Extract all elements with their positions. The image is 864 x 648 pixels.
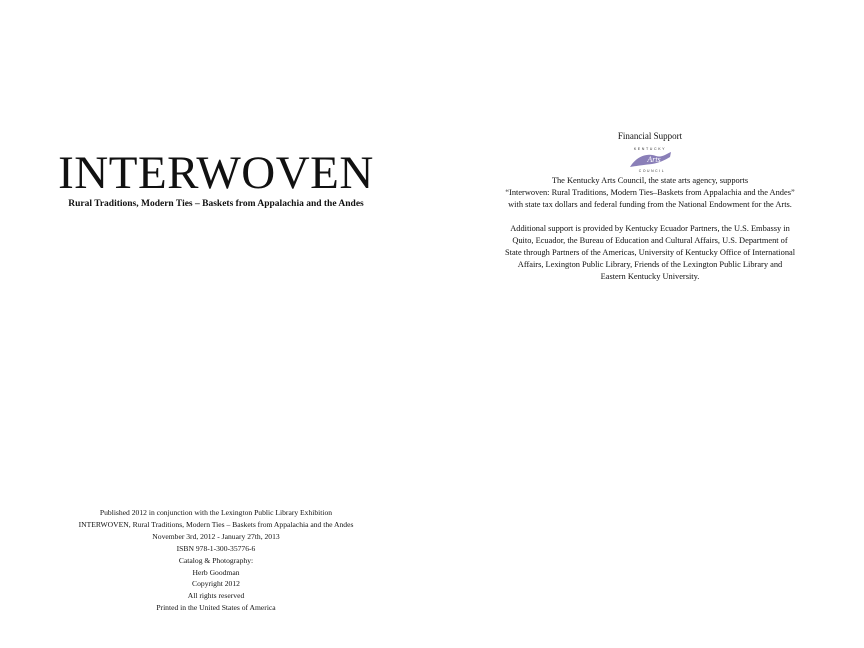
paragraph-line: with state tax dollars and federal funding from the National Endowment for the Arts. bbox=[508, 200, 792, 210]
support-paragraph-additional bbox=[470, 223, 830, 284]
logo-bottom-text: COUNCIL bbox=[638, 169, 666, 173]
paragraph-line: State through Partners of the Americas, University of Kentucky Office of International bbox=[504, 248, 796, 258]
colophon-line: Published 2012 in conjunction with the Lexington Public Library Exhibition bbox=[99, 508, 333, 517]
logo-top-text: KENTUCKY bbox=[633, 147, 667, 151]
colophon-line: November 3rd, 2012 - January 27th, 2013 bbox=[152, 531, 280, 541]
logo-center-text: Arts bbox=[647, 155, 661, 164]
colophon-line: Copyright 2012 bbox=[192, 579, 240, 589]
paragraph-line: Additional support is provided by Kentucky Ecuador Partners, the U.S. Embassy in bbox=[510, 223, 790, 233]
colophon-line: Herb Goodman bbox=[192, 567, 240, 577]
colophon-line: INTERWOVEN, Rural Traditions, Modern Ties – Baskets from Appalachia and the Andes bbox=[78, 519, 354, 529]
paragraph-line: Quito, Ecuador, the Bureau of Education and Cultural Affairs, U.S. Department of bbox=[512, 235, 788, 245]
financial-support-heading: Financial Support bbox=[617, 131, 683, 141]
book-title: INTERWOVEN bbox=[58, 147, 374, 199]
financial-support-section bbox=[470, 131, 830, 284]
colophon-line: All rights reserved bbox=[187, 591, 245, 601]
paragraph-line: “Interwoven: Rural Traditions, Modern Ties–Baskets from Appalachia and the Andes” bbox=[505, 188, 795, 198]
support-paragraph-arts-council bbox=[470, 175, 830, 212]
colophon-line: Catalog & Photography: bbox=[178, 555, 254, 565]
paragraph-line: Eastern Kentucky University. bbox=[600, 272, 700, 282]
colophon-line: ISBN 978-1-300-35776-6 bbox=[176, 543, 256, 553]
colophon-line: Printed in the United States of America bbox=[156, 603, 276, 613]
paragraph-line: Affairs, Lexington Public Library, Friends of the Lexington Public Library and bbox=[517, 260, 783, 270]
colophon bbox=[50, 507, 382, 614]
kentucky-arts-council-logo bbox=[625, 145, 675, 173]
paragraph-line: The Kentucky Arts Council, the state arts agency, supports bbox=[551, 176, 749, 185]
book-subtitle: Rural Traditions, Modern Ties – Baskets from Appalachia and the Andes bbox=[68, 199, 364, 209]
